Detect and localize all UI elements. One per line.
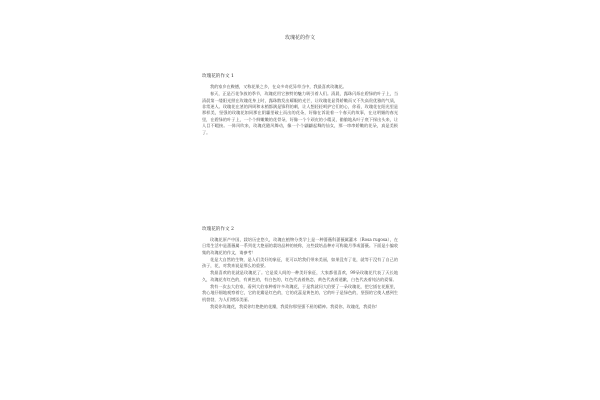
paragraph: 我有一次去大伯家，看到大伯家种着许多玫瑰花，于是我就问大伯要了一朵玫瑰花，把它插在花瓶里，我心地仔细地观察着它，它的花瓣是红色的，它的花蕊是黄色的，它的叶子是绿色的，坚强的它使人感到生机勃勃，为人们增添美丽。 — [202, 283, 398, 302]
section-heading-1: 玫瑰花的作文 1 — [202, 74, 234, 79]
paragraph: 花是大自然的生物，是人们美好的象征，花可以给我们带来美丽，如果没有了花，就等于没有了自己的孩子，花，对我来说是那么的重要。 — [202, 256, 398, 269]
section-body-1 — [202, 84, 398, 137]
paragraph: 玫瑰花原产中国，栽培历史悠久，玫瑰在植物分类学上是一种蔷薇科蔷薇属灌木（Rosa rugosa），在日常生活中是蔷薇属一系列花大艳丽的栽培品种的统称，这些栽培品种亦可称做月季或蔷薇。下面是小编收集的玫瑰花的作文，请参考！ — [202, 237, 398, 255]
paragraph: 我爱你玫瑰花，我爱你红艳艳的花瓣，我爱你那坚强不屈的精神。我爱你，玫瑰花，我爱你！ — [210, 303, 380, 309]
paragraph: 我最喜欢的花就是玫瑰花了。它是爱人间的一种美好象征，大家都很喜欢，99朵玫瑰花代表了天长地久，玫瑰花有红色的，有黄色的，有白色的，红色代表着热恋，黄色代表着道歉，白色代表着纯洁的爱情。 — [202, 270, 398, 282]
section-body-2 — [202, 237, 398, 311]
section-heading-2: 玫瑰花的作文 2 — [202, 227, 234, 232]
document-title: 玫瑰花的作文 — [284, 35, 315, 41]
paragraph: 我的家乡在鞍德，又称花果之乡，在众多奇花异草当中，我最喜欢玫瑰花。 — [210, 84, 347, 89]
paragraph: 春天，正是百花争放的季节，玫瑰花用它独特的魅力吸引着人们。清晨，露珠闪烁在碧绿的叶子上，当清晨第一缕阳光照在玫瑰花身上时，露珠散发出耀眼的光芒，让玫瑰花显得娇嫩而又不失高贵优雅的气质，非常迷人。玫瑰花在茎的四周和末梢都满是锋利的刺，让人想轻轻呵护它们的心，你看，玫瑰花在阳光里是那样美，坚强的玫瑰花如同那在阴霾里破土而出的花朵，好像在诉说着一个春天的故事，在这明媚的春光里，在碧绿的叶子上，一个个鲜嫩嫩的花骨朵，好像一个个顽皮的小精灵，偷偷地从叶子底下探出头来，让人目不暇接。一阵风吹来，玫瑰花随风舞动，像一个个翩翩起舞的仙女，那一串串娇嫩的花朵，真是美极了。 — [202, 91, 398, 135]
